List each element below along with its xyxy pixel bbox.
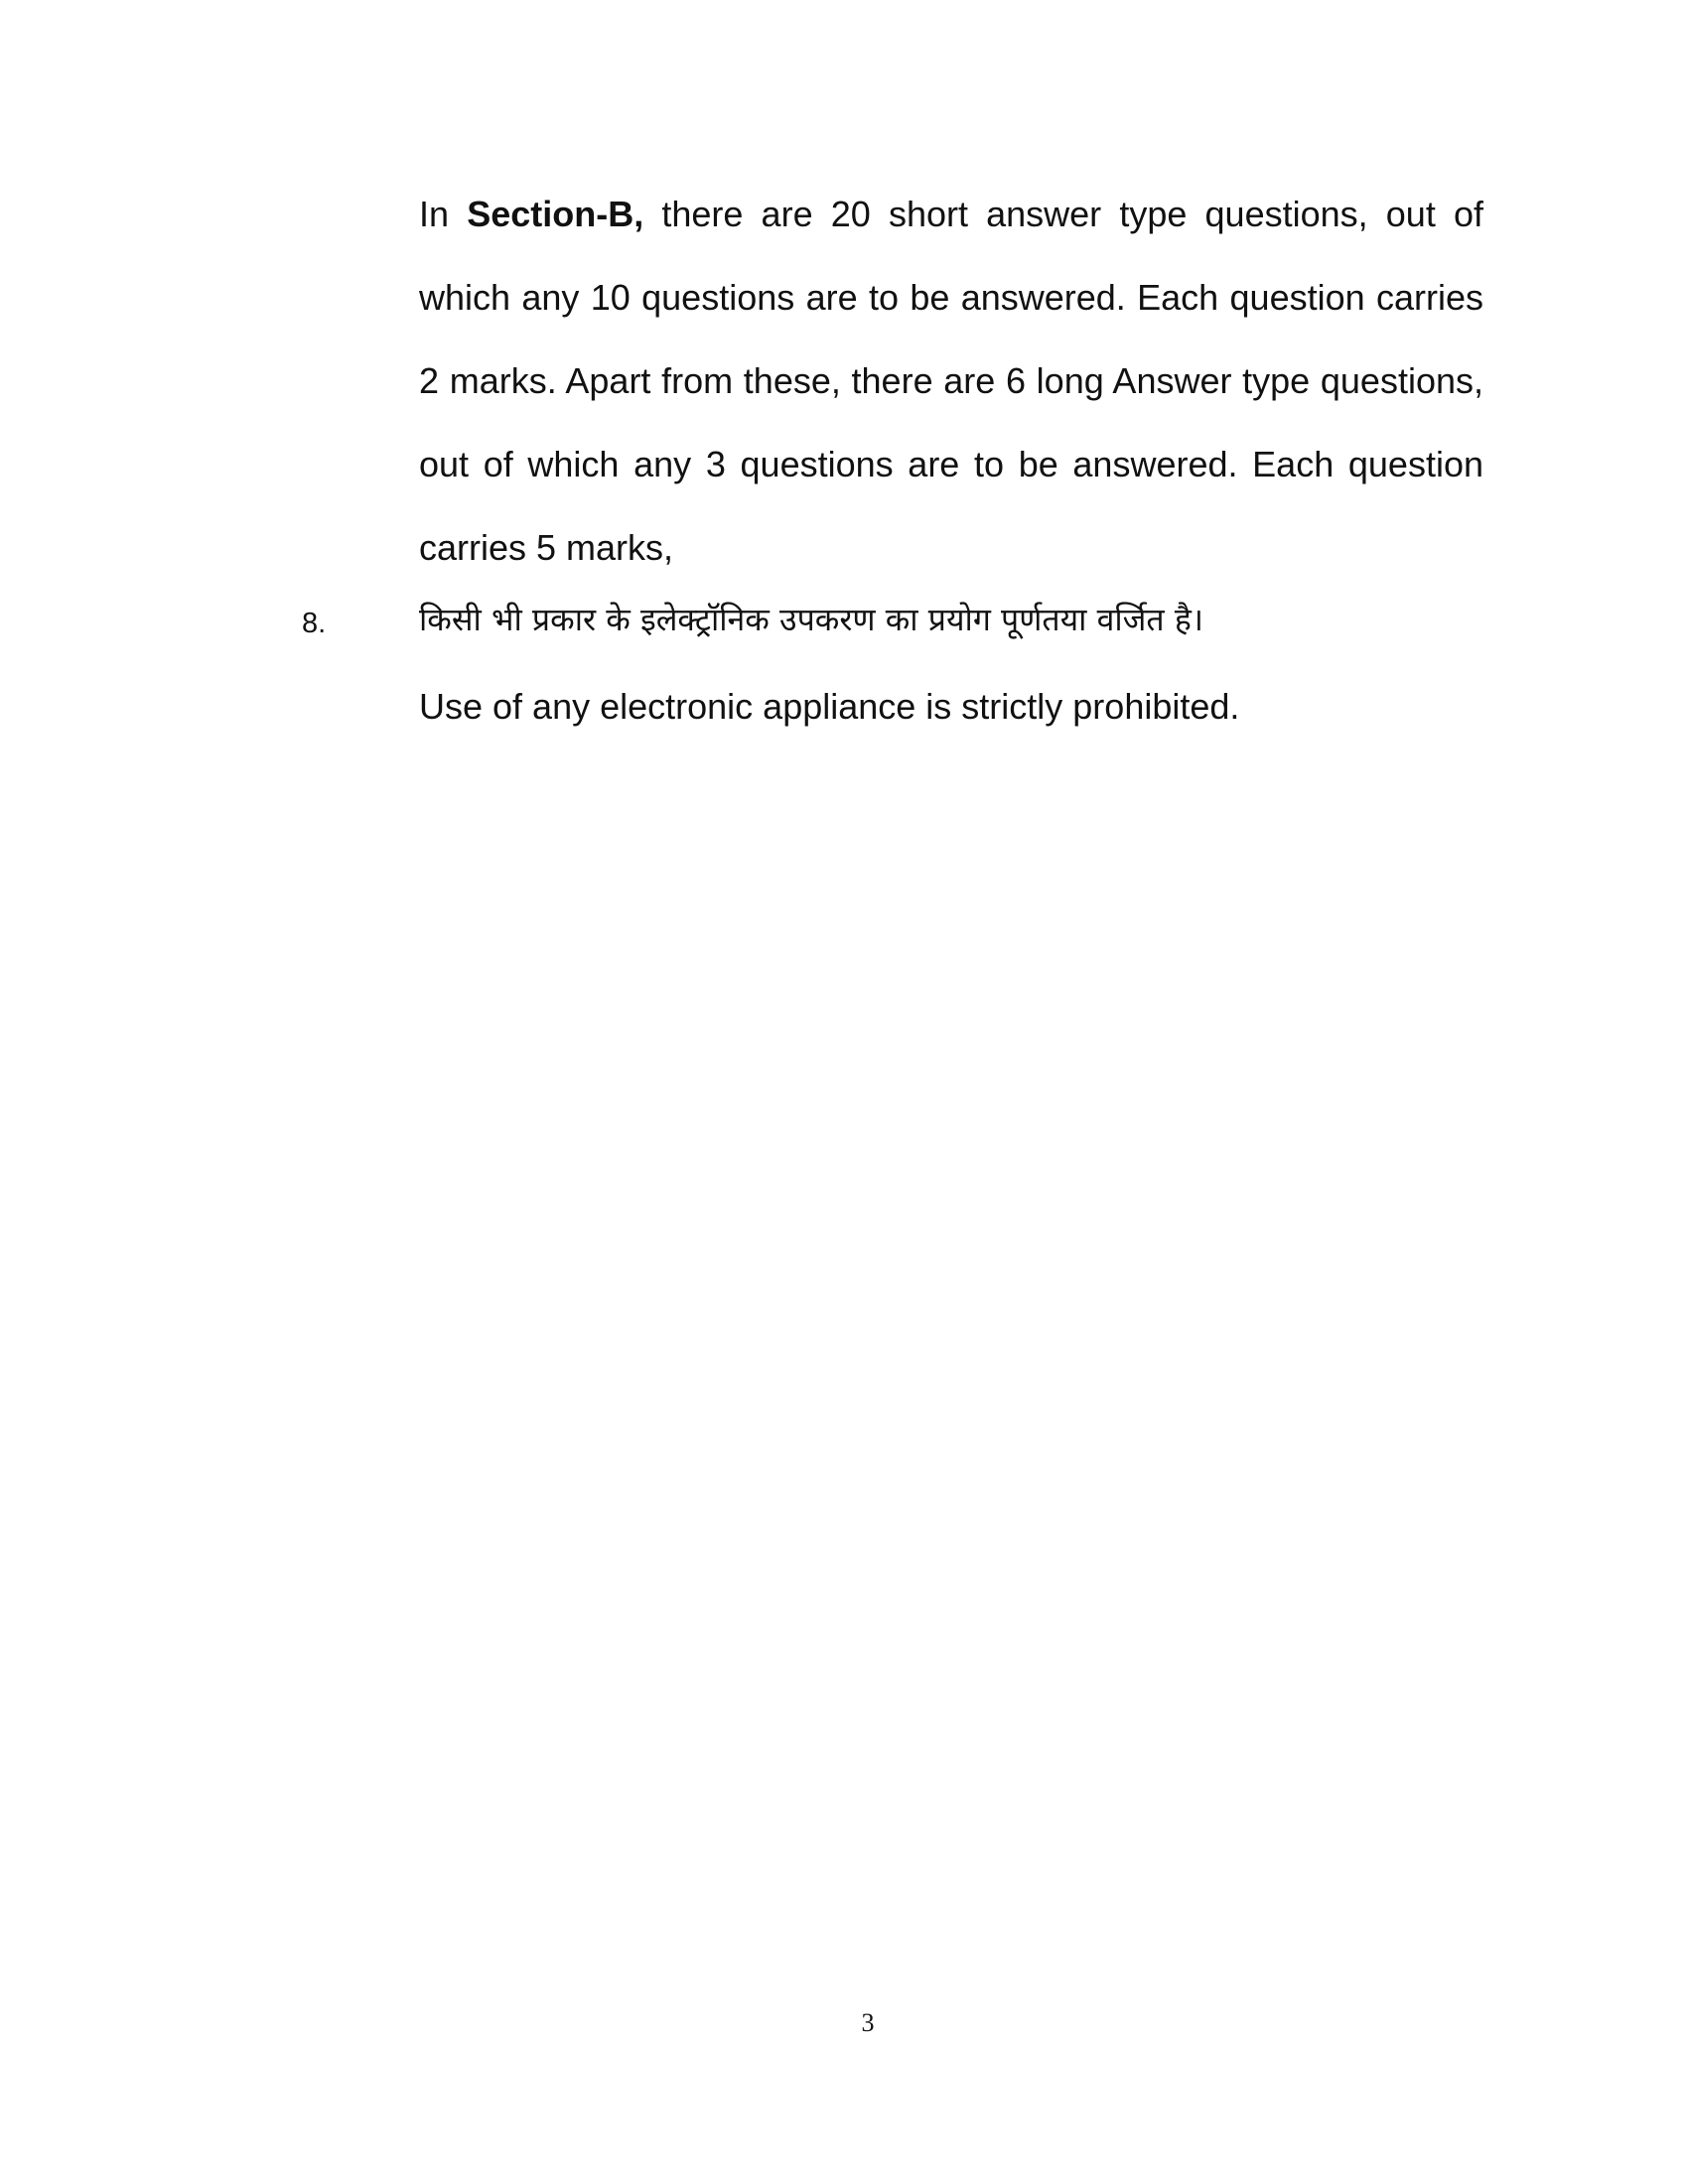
instruction-number-8: 8. [302,608,327,639]
section-b-instructions [419,173,1483,590]
section-b-bold-term: Section-B, [467,194,644,234]
instruction-8-english-text: Use of any electronic appliance is strictly prohibited. [419,686,1240,727]
section-b-prefix: In [419,194,468,234]
page-number: 3 [861,2008,875,2037]
instruction-8-hindi-text: किसी भी प्रकार के इलेक्ट्रॉनिक उपकरण का प्रयोग पूर्णतया वर्जित है। [419,601,1203,638]
section-b-body: there are 20 short answer type questions, out of which any 10 questions are to be answered. Each question carries 2 marks. Apart from these, there are 6 long Answer type questions, out of which any 3 questions are to be answered. Each question carries 5 marks, [419,194,1484,568]
